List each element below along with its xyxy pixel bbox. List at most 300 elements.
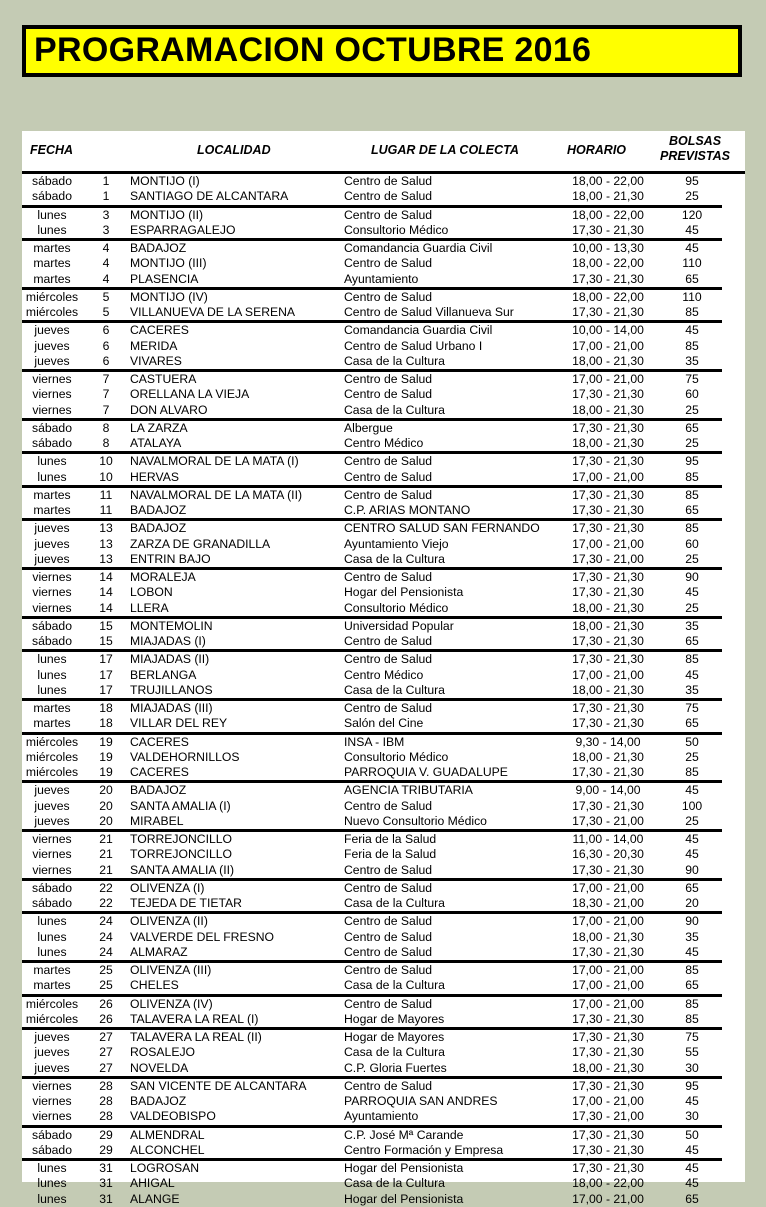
bolsas-cell: 20 — [685, 896, 699, 910]
horario-cell: 18,00 - 21,30 — [572, 1060, 644, 1075]
day-cell: martes — [33, 487, 71, 502]
day-cell: miércoles — [25, 765, 79, 779]
lugar-cell: Hogar del Pensionista — [344, 1161, 464, 1175]
lugar-cell: Consultorio Médico — [344, 222, 449, 237]
table-row — [22, 1176, 745, 1191]
lugar-cell: Centro de Salud — [344, 1078, 433, 1093]
localidad-cell: ALANGE — [130, 1191, 180, 1206]
table-row — [22, 354, 745, 369]
lugar-cell: Centro de Salud — [344, 174, 433, 188]
lugar-cell: Salón del Cine — [344, 716, 424, 731]
day-cell: sábado — [32, 634, 72, 648]
bolsas-cell: 45 — [685, 832, 699, 846]
title-banner — [22, 25, 742, 77]
day-cell: sábado — [32, 1142, 72, 1157]
bolsas-cell: 35 — [685, 682, 699, 697]
localidad-cell: ATALAYA — [130, 436, 182, 450]
bolsas-cell: 25 — [685, 813, 699, 828]
localidad-cell: HERVAS — [130, 469, 179, 484]
horario-cell: 17,30 - 21,30 — [572, 454, 644, 469]
day-cell: sábado — [32, 436, 72, 450]
table-row — [22, 241, 745, 256]
day-cell: viernes — [32, 1109, 72, 1124]
horario-cell: 18,00 - 22,00 — [572, 207, 644, 222]
localidad-cell: MONTIJO (IV) — [130, 289, 208, 304]
localidad-cell: LOGROSAN — [130, 1161, 200, 1175]
localidad-cell: TEJEDA DE TIETAR — [130, 896, 242, 910]
bolsas-cell: 45 — [685, 1161, 699, 1175]
localidad-cell: ROSALEJO — [130, 1045, 196, 1060]
localidad-cell: MIAJADAS (III) — [130, 701, 213, 715]
bolsas-cell: 35 — [685, 929, 699, 944]
date-cell: 28 — [99, 1109, 113, 1124]
localidad-cell: OLIVENZA (I) — [130, 880, 205, 895]
table-row — [22, 832, 745, 847]
date-cell: 4 — [102, 241, 110, 255]
lugar-cell: C.P. Gloria Fuertes — [344, 1060, 447, 1075]
localidad-cell: MIAJADAS (I) — [130, 634, 206, 648]
bolsas-cell: 85 — [685, 338, 699, 353]
horario-cell: 17,30 - 21,00 — [572, 551, 644, 566]
date-cell: 20 — [99, 798, 113, 813]
day-cell: sábado — [32, 174, 72, 188]
localidad-cell: SANTIAGO DE ALCANTARA — [130, 189, 289, 204]
horario-cell: 17,30 - 21,30 — [572, 1011, 644, 1026]
table-row — [22, 997, 745, 1012]
bolsas-cell: 35 — [685, 618, 699, 633]
lugar-cell: Ayuntamiento — [344, 271, 419, 286]
horario-cell: 17,30 - 21,30 — [572, 1161, 644, 1175]
date-cell: 7 — [102, 372, 110, 386]
bolsas-cell: 95 — [685, 454, 699, 469]
lugar-cell: Centro de Salud — [344, 207, 433, 222]
lugar-cell: Hogar del Pensionista — [344, 1191, 464, 1206]
localidad-cell: TORREJONCILLO — [130, 832, 233, 846]
table-row — [22, 537, 745, 552]
lugar-cell: Centro de Salud — [344, 862, 433, 877]
horario-cell: 11,00 - 14,00 — [572, 832, 644, 846]
date-cell: 21 — [99, 862, 113, 877]
bolsas-cell: 45 — [685, 222, 699, 237]
horario-cell: 17,30 - 21,30 — [572, 944, 644, 959]
localidad-cell: CACERES — [130, 734, 189, 749]
horario-cell: 17,00 - 21,00 — [572, 880, 644, 895]
lugar-cell: PARROQUIA V. GUADALUPE — [344, 765, 508, 779]
localidad-cell: ZARZA DE GRANADILLA — [130, 536, 271, 551]
lugar-cell: Universidad Popular — [344, 618, 454, 633]
day-cell: lunes — [37, 667, 67, 682]
date-cell: 14 — [99, 600, 113, 615]
bolsas-cell: 75 — [685, 1030, 699, 1044]
day-cell: lunes — [37, 652, 67, 667]
day-cell: jueves — [34, 323, 70, 338]
lugar-cell: Centro de Salud — [344, 880, 433, 895]
day-cell: viernes — [32, 1078, 72, 1093]
horario-cell: 17,00 - 21,00 — [572, 996, 644, 1011]
day-cell: sábado — [32, 420, 72, 435]
date-cell: 5 — [102, 289, 110, 304]
lugar-cell: Comandancia Guardia Civil — [344, 241, 493, 255]
localidad-cell: OLIVENZA (III) — [130, 963, 212, 977]
horario-cell: 17,30 - 21,30 — [572, 765, 644, 779]
horario-cell: 17,30 - 21,30 — [572, 652, 644, 667]
bolsas-cell: 30 — [685, 1060, 699, 1075]
day-cell: jueves — [34, 536, 70, 551]
table-row — [22, 750, 745, 765]
bolsas-cell: 60 — [685, 387, 699, 402]
day-cell: jueves — [34, 798, 70, 813]
header-lugar: LUGAR DE LA COLECTA — [371, 143, 519, 157]
date-cell: 31 — [99, 1176, 113, 1191]
date-cell: 10 — [99, 454, 113, 469]
bolsas-cell: 65 — [685, 1191, 699, 1206]
bolsas-cell: 75 — [685, 372, 699, 386]
table-row — [22, 174, 745, 189]
bolsas-cell: 25 — [685, 600, 699, 615]
day-cell: miércoles — [25, 749, 79, 764]
date-cell: 22 — [99, 880, 113, 895]
localidad-cell: CASTUERA — [130, 372, 197, 386]
table-row — [22, 1094, 745, 1109]
horario-cell: 17,30 - 21,30 — [572, 487, 644, 502]
day-cell: lunes — [37, 454, 67, 469]
day-cell: lunes — [37, 222, 67, 237]
day-cell: viernes — [32, 570, 72, 584]
horario-cell: 17,00 - 21,00 — [572, 372, 644, 386]
date-cell: 17 — [99, 652, 113, 667]
table-row — [22, 799, 745, 814]
localidad-cell: NOVELDA — [130, 1060, 189, 1075]
lugar-cell: Casa de la Cultura — [344, 353, 445, 368]
table-row — [22, 1045, 745, 1060]
lugar-cell: Casa de la Cultura — [344, 1176, 445, 1191]
horario-cell: 17,30 - 21,30 — [572, 798, 644, 813]
table-row — [22, 552, 745, 567]
day-cell: sábado — [32, 189, 72, 204]
lugar-cell: Nuevo Consultorio Médico — [344, 813, 487, 828]
bolsas-cell: 110 — [682, 289, 702, 304]
header-bolsas — [650, 134, 740, 164]
localidad-cell: ESPARRAGALEJO — [130, 222, 236, 237]
bolsas-cell: 85 — [685, 652, 699, 667]
horario-cell: 17,00 - 21,00 — [572, 963, 644, 977]
day-cell: jueves — [34, 1060, 70, 1075]
page-title: PROGRAMACION OCTUBRE 2016 — [34, 31, 592, 69]
date-cell: 19 — [99, 734, 113, 749]
date-cell: 20 — [99, 813, 113, 828]
horario-cell: 10,00 - 13,30 — [572, 241, 644, 255]
table-row — [22, 223, 745, 238]
day-cell: sábado — [32, 1127, 72, 1142]
date-cell: 6 — [102, 338, 110, 353]
lugar-cell: Albergue — [344, 420, 393, 435]
localidad-cell: MIAJADAS (II) — [130, 652, 210, 667]
bolsas-cell: 85 — [685, 487, 699, 502]
table-row — [22, 930, 745, 945]
localidad-cell: SANTA AMALIA (II) — [130, 862, 235, 877]
table-row — [22, 1012, 745, 1027]
localidad-cell: LA ZARZA — [130, 420, 188, 435]
localidad-cell: ALMARAZ — [130, 944, 188, 959]
lugar-cell: Casa de la Cultura — [344, 896, 445, 910]
horario-cell: 17,30 - 21,30 — [572, 1078, 644, 1093]
lugar-cell: Comandancia Guardia Civil — [344, 323, 493, 338]
table-row — [22, 1143, 745, 1158]
day-cell: viernes — [32, 585, 72, 600]
day-cell: miércoles — [25, 1011, 79, 1026]
localidad-cell: DON ALVARO — [130, 402, 208, 417]
horario-cell: 17,30 - 21,00 — [572, 1109, 644, 1124]
bolsas-cell: 95 — [685, 1078, 699, 1093]
bolsas-cell: 110 — [682, 256, 702, 271]
localidad-cell: OLIVENZA (IV) — [130, 996, 213, 1011]
bolsas-cell: 85 — [685, 1011, 699, 1026]
date-cell: 15 — [99, 618, 113, 633]
day-cell: martes — [33, 978, 71, 993]
bolsas-cell: 25 — [685, 436, 699, 450]
table-row — [22, 881, 745, 896]
date-cell: 27 — [99, 1060, 113, 1075]
localidad-cell: TALAVERA LA REAL (I) — [130, 1011, 259, 1026]
table-row — [22, 863, 745, 878]
table-row — [22, 272, 745, 287]
day-cell: lunes — [37, 929, 67, 944]
horario-cell: 17,30 - 21,30 — [572, 585, 644, 600]
lugar-cell: Centro de Salud — [344, 189, 433, 204]
localidad-cell: LLERA — [130, 600, 169, 615]
localidad-cell: VILLANUEVA DE LA SERENA — [130, 305, 296, 319]
horario-cell: 10,00 - 14,00 — [572, 323, 644, 338]
date-cell: 1 — [102, 189, 110, 204]
date-cell: 24 — [99, 914, 113, 929]
bolsas-cell: 65 — [685, 271, 699, 286]
table-row — [22, 570, 745, 585]
date-cell: 25 — [99, 978, 113, 993]
header-horario: HORARIO — [567, 143, 627, 157]
table-row — [22, 403, 745, 418]
bolsas-cell: 55 — [685, 1045, 699, 1060]
table-row — [22, 896, 745, 911]
horario-cell: 18,00 - 21,30 — [572, 600, 644, 615]
table-row — [22, 847, 745, 862]
bolsas-cell: 85 — [685, 521, 699, 536]
date-cell: 14 — [99, 570, 113, 584]
table-row — [22, 814, 745, 829]
table-row — [22, 305, 745, 320]
horario-cell: 18,00 - 21,30 — [572, 618, 644, 633]
day-cell: lunes — [37, 1191, 67, 1206]
bolsas-cell: 25 — [685, 551, 699, 566]
header-bolsas-line1: BOLSAS — [668, 134, 722, 148]
table-row — [22, 436, 745, 451]
lugar-cell: Centro de Salud — [344, 963, 433, 977]
date-cell: 31 — [99, 1161, 113, 1175]
localidad-cell: TORREJONCILLO — [130, 847, 233, 862]
bolsas-cell: 45 — [685, 1094, 699, 1108]
lugar-cell: Hogar del Pensionista — [344, 585, 464, 600]
table-row — [22, 716, 745, 731]
horario-cell: 17,30 - 21,30 — [572, 634, 644, 648]
horario-cell: 17,00 - 21,00 — [572, 469, 644, 484]
localidad-cell: TRUJILLANOS — [130, 682, 213, 697]
localidad-cell: MONTIJO (II) — [130, 207, 204, 222]
day-cell: jueves — [34, 551, 70, 566]
date-cell: 13 — [99, 521, 113, 536]
lugar-cell: Centro Formación y Empresa — [344, 1142, 504, 1157]
bolsas-cell: 50 — [685, 734, 699, 749]
day-cell: viernes — [32, 402, 72, 417]
date-cell: 3 — [102, 207, 110, 222]
lugar-cell: INSA - IBM — [344, 734, 405, 749]
lugar-cell: Ayuntamiento Viejo — [344, 536, 449, 551]
date-cell: 7 — [102, 387, 110, 402]
date-cell: 31 — [99, 1191, 113, 1206]
date-cell: 17 — [99, 682, 113, 697]
localidad-cell: LOBON — [130, 585, 173, 600]
date-cell: 14 — [99, 585, 113, 600]
day-cell: miércoles — [25, 734, 79, 749]
horario-cell: 17,00 - 21,00 — [572, 914, 644, 929]
horario-cell: 17,30 - 21,30 — [572, 387, 644, 402]
localidad-cell: ALCONCHEL — [130, 1142, 205, 1157]
horario-cell: 17,00 - 21,00 — [572, 338, 644, 353]
bolsas-cell: 65 — [685, 880, 699, 895]
day-cell: jueves — [34, 783, 70, 798]
bolsas-cell: 45 — [685, 667, 699, 682]
lugar-cell: Casa de la Cultura — [344, 978, 445, 993]
bolsas-cell: 65 — [685, 634, 699, 648]
lugar-cell: Centro Médico — [344, 667, 424, 682]
localidad-cell: PLASENCIA — [130, 271, 199, 286]
date-cell: 7 — [102, 402, 110, 417]
table-row — [22, 189, 745, 204]
localidad-cell: BADAJOZ — [130, 503, 187, 517]
horario-cell: 17,30 - 21,30 — [572, 1142, 644, 1157]
bolsas-cell: 45 — [685, 1176, 699, 1191]
date-cell: 3 — [102, 222, 110, 237]
localidad-cell: VALDEOBISPO — [130, 1109, 216, 1124]
lugar-cell: Centro de Salud — [344, 454, 433, 469]
date-cell: 18 — [99, 701, 113, 715]
localidad-cell: MONTEMOLIN — [130, 618, 213, 633]
bolsas-cell: 65 — [685, 978, 699, 993]
day-cell: lunes — [37, 1161, 67, 1175]
table-row — [22, 339, 745, 354]
table-row — [22, 783, 745, 798]
date-cell: 25 — [99, 963, 113, 977]
horario-cell: 17,00 - 21,00 — [572, 1191, 644, 1206]
table-row — [22, 421, 745, 436]
table-row — [22, 1079, 745, 1094]
localidad-cell: VIVARES — [130, 353, 182, 368]
bolsas-cell: 45 — [685, 241, 699, 255]
lugar-cell: Hogar de Mayores — [344, 1030, 445, 1044]
date-cell: 27 — [99, 1030, 113, 1044]
lugar-cell: Centro de Salud — [344, 996, 433, 1011]
localidad-cell: CACERES — [130, 765, 189, 779]
lugar-cell: AGENCIA TRIBUTARIA — [344, 783, 473, 798]
bolsas-cell: 65 — [685, 503, 699, 517]
date-cell: 26 — [99, 1011, 113, 1026]
date-cell: 5 — [102, 305, 110, 319]
schedule-table — [22, 131, 745, 1206]
horario-cell: 17,00 - 21,00 — [572, 536, 644, 551]
day-cell: jueves — [34, 813, 70, 828]
bolsas-cell: 45 — [685, 1142, 699, 1157]
table-row — [22, 1192, 745, 1207]
day-cell: viernes — [32, 862, 72, 877]
localidad-cell: MONTIJO (III) — [130, 256, 207, 271]
bolsas-cell: 25 — [685, 189, 699, 204]
lugar-cell: Feria de la Salud — [344, 847, 437, 862]
table-row — [22, 290, 745, 305]
table-row — [22, 387, 745, 402]
day-cell: martes — [33, 716, 71, 731]
table-row — [22, 256, 745, 271]
bolsas-cell: 85 — [685, 963, 699, 977]
bolsas-cell: 120 — [681, 207, 703, 222]
date-cell: 4 — [102, 256, 110, 271]
date-cell: 11 — [99, 503, 113, 517]
table-row — [22, 521, 745, 536]
day-cell: viernes — [32, 600, 72, 615]
lugar-cell: Centro de Salud Villanueva Sur — [344, 305, 514, 319]
bolsas-cell: 45 — [685, 847, 699, 862]
bolsas-cell: 25 — [685, 402, 699, 417]
horario-cell: 18,00 - 21,30 — [572, 749, 644, 764]
horario-cell: 17,30 - 21,30 — [572, 271, 644, 286]
day-cell: martes — [33, 701, 71, 715]
date-cell: 20 — [99, 783, 113, 798]
horario-cell: 17,00 - 21,00 — [572, 978, 644, 993]
table-row — [22, 735, 745, 750]
table-row — [22, 503, 745, 518]
bolsas-cell: 60 — [685, 536, 699, 551]
localidad-cell: BADAJOZ — [130, 1094, 187, 1108]
date-cell: 13 — [99, 536, 113, 551]
localidad-cell: MORALEJA — [130, 570, 196, 584]
bolsas-cell: 45 — [685, 783, 699, 798]
bolsas-cell: 35 — [685, 353, 699, 368]
header-bolsas-line2: PREVISTAS — [660, 149, 730, 163]
day-cell: viernes — [32, 832, 72, 846]
table-row — [22, 1161, 745, 1176]
horario-cell: 18,00 - 22,00 — [572, 174, 644, 188]
lugar-cell: Centro de Salud — [344, 944, 433, 959]
day-cell: sábado — [32, 618, 72, 633]
horario-cell: 18,00 - 21,30 — [572, 929, 644, 944]
date-cell: 19 — [99, 765, 113, 779]
bolsas-cell: 90 — [685, 862, 699, 877]
horario-cell: 17,30 - 21,30 — [572, 570, 644, 584]
table-row — [22, 1128, 745, 1143]
table-row — [22, 963, 745, 978]
localidad-cell: VILLAR DEL REY — [130, 716, 228, 731]
lugar-cell: Centro de Salud — [344, 570, 433, 584]
horario-cell: 18,00 - 21,30 — [572, 189, 644, 204]
date-cell: 27 — [99, 1045, 113, 1060]
localidad-cell: NAVALMORAL DE LA MATA (II) — [130, 487, 303, 502]
localidad-cell: NAVALMORAL DE LA MATA (I) — [130, 454, 299, 469]
date-cell: 8 — [102, 420, 110, 435]
lugar-cell: Centro de Salud — [344, 929, 433, 944]
date-cell: 17 — [99, 667, 113, 682]
horario-cell: 18,30 - 21,00 — [572, 896, 644, 910]
table-row — [22, 488, 745, 503]
day-cell: jueves — [34, 1045, 70, 1060]
table-row — [22, 208, 745, 223]
bolsas-cell: 65 — [685, 420, 699, 435]
